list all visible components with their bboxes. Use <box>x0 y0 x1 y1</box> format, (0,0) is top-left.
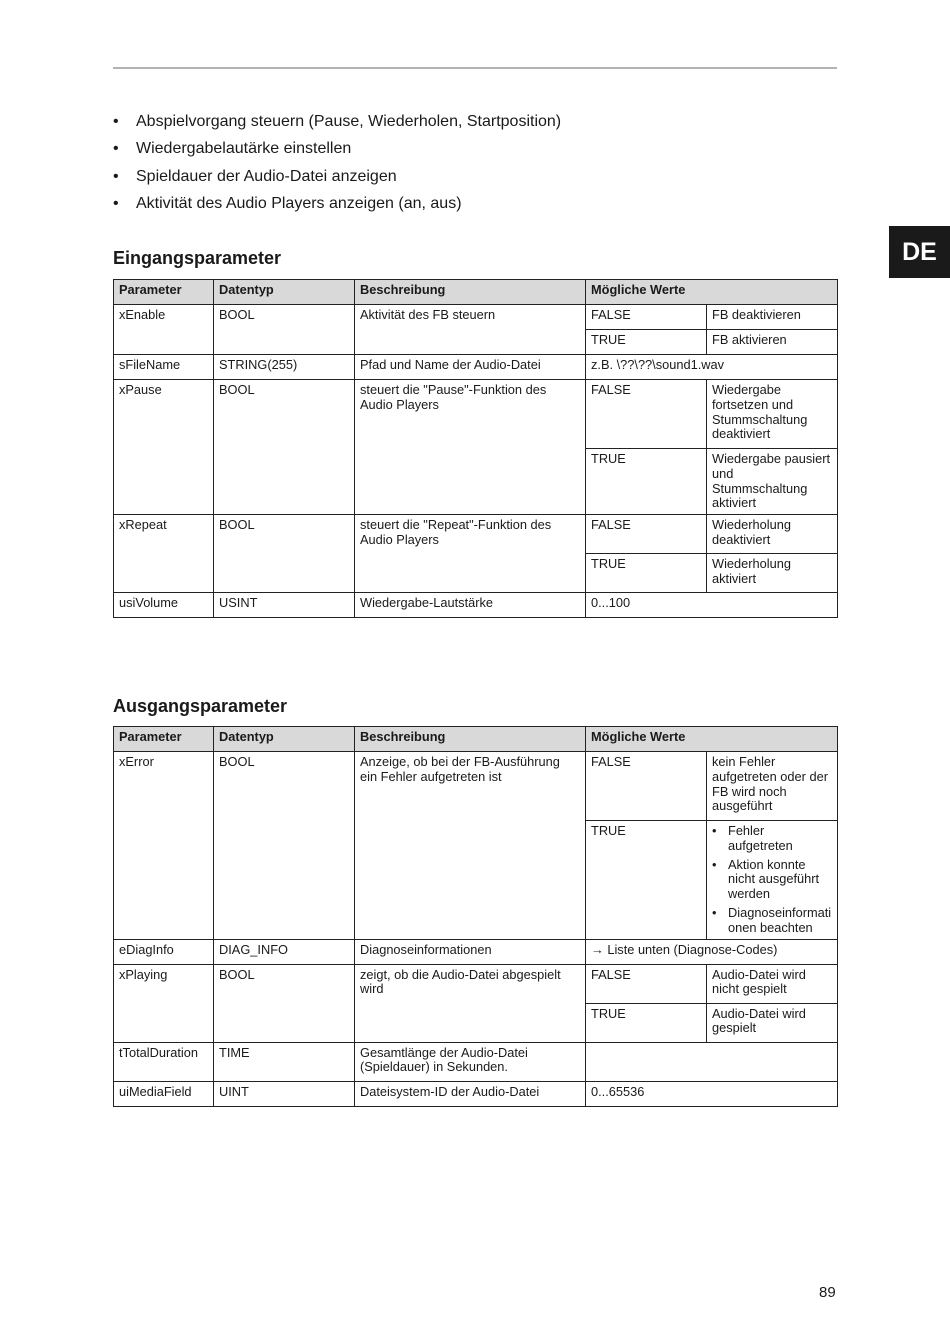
column-header: Mögliche Werte <box>586 727 838 752</box>
error-meaning-list <box>712 824 832 936</box>
meaning-cell: Wiedergabe fortsetzen und Stummschaltung deaktiviert <box>707 380 838 449</box>
type-cell: TIME <box>214 1042 355 1081</box>
bullet-icon: • <box>113 167 119 185</box>
column-header: Parameter <box>114 280 214 305</box>
feature-list <box>113 111 561 220</box>
meaning-cell: Audio-Datei wird nicht gespielt <box>707 964 838 1003</box>
meaning-cell: FB deaktivieren <box>707 305 838 330</box>
param-cell: xPlaying <box>114 964 214 1042</box>
type-cell: UINT <box>214 1081 355 1106</box>
param-cell: sFileName <box>114 355 214 380</box>
bullet-icon: • <box>712 823 717 838</box>
value-cell: → Liste unten (Diagnose-Codes) <box>586 939 838 964</box>
bullet-icon: • <box>113 194 119 212</box>
value-cell <box>586 1042 838 1081</box>
value-cell: 0...65536 <box>586 1081 838 1106</box>
value-cell: TRUE <box>586 330 707 355</box>
param-cell: tTotalDuration <box>114 1042 214 1081</box>
table-row <box>114 752 838 821</box>
output-section-title: Ausgangsparameter <box>113 696 288 716</box>
bullet-icon: • <box>113 113 119 130</box>
column-header: Datentyp <box>214 280 355 305</box>
list-item: • Wiedergabelautärke einstellen <box>113 138 561 165</box>
list-item: • Fehler aufgetreten <box>712 823 793 853</box>
param-cell: eDiagInfo <box>114 939 214 964</box>
column-header: Beschreibung <box>355 280 586 305</box>
meaning-cell <box>707 821 838 940</box>
type-cell: BOOL <box>214 752 355 940</box>
table-row <box>114 1042 838 1081</box>
language-tab: DE <box>889 226 950 278</box>
list-item: • Abspielvorgang steuern (Pause, Wiederholen, Startposition) <box>113 111 561 138</box>
table-row <box>114 380 838 449</box>
value-cell: TRUE <box>586 1003 707 1042</box>
page-number: 89 <box>819 1284 836 1301</box>
column-header: Mögliche Werte <box>586 280 838 305</box>
desc-cell: steuert die "Repeat"-Funktion des Audio Players <box>355 515 586 593</box>
type-cell: BOOL <box>214 515 355 593</box>
table-header-row <box>114 727 838 752</box>
input-section-title: Eingangsparameter <box>113 248 282 268</box>
table-row <box>114 1081 838 1106</box>
bullet-icon: • <box>113 140 119 158</box>
meaning-cell: FB aktivieren <box>707 330 838 355</box>
list-item: • Aktion konnte nicht ausgeführt werden <box>712 856 820 902</box>
desc-cell: Aktivität des FB steuern <box>355 305 586 355</box>
param-cell: uiMediaField <box>114 1081 214 1106</box>
table-row <box>114 355 838 380</box>
desc-cell: Pfad und Name der Audio-Datei <box>355 355 586 380</box>
meaning-cell: Wiederholung aktiviert <box>707 554 838 593</box>
meaning-cell: kein Fehler aufgetreten oder der FB wird noch ausgeführt <box>707 752 838 821</box>
input-parameters-table <box>113 279 838 618</box>
bullet-icon: • <box>712 904 717 920</box>
value-cell: FALSE <box>586 380 707 449</box>
value-cell: FALSE <box>586 752 707 821</box>
list-item: • Aktivität des Audio Players anzeigen (an, aus) <box>113 193 561 220</box>
value-cell: FALSE <box>586 305 707 330</box>
value-cell: TRUE <box>586 449 707 515</box>
desc-cell: Gesamtlänge der Audio-Datei (Spieldauer) in Sekunden. <box>355 1042 586 1081</box>
type-cell: STRING(255) <box>214 355 355 380</box>
type-cell: USINT <box>214 593 355 618</box>
param-cell: xError <box>114 752 214 940</box>
meaning-cell: Wiederholung deaktiviert <box>707 515 838 554</box>
value-cell: TRUE <box>586 554 707 593</box>
param-cell: usiVolume <box>114 593 214 618</box>
header-rule <box>113 67 837 69</box>
table-row <box>114 964 838 1003</box>
type-cell: BOOL <box>214 380 355 515</box>
table-row <box>114 593 838 618</box>
table-row <box>114 939 838 964</box>
desc-cell: Diagnoseinformationen <box>355 939 586 964</box>
column-header: Parameter <box>114 727 214 752</box>
output-parameters-table <box>113 726 838 1107</box>
param-cell: xPause <box>114 380 214 515</box>
type-cell: BOOL <box>214 964 355 1042</box>
param-cell: xRepeat <box>114 515 214 593</box>
bullet-icon: • <box>712 856 717 872</box>
column-header: Beschreibung <box>355 727 586 752</box>
value-cell: z.B. \??\??\sound1.wav <box>586 355 838 380</box>
list-item: • Spieldauer der Audio-Datei anzeigen <box>113 166 561 193</box>
table-row <box>114 515 838 554</box>
meaning-cell: Wiedergabe pausiert und Stummschaltung aktiviert <box>707 449 838 515</box>
value-cell: 0...100 <box>586 593 838 618</box>
column-header: Datentyp <box>214 727 355 752</box>
type-cell: DIAG_INFO <box>214 939 355 964</box>
desc-cell: Anzeige, ob bei der FB-Ausführung ein Fehler aufgetreten ist <box>355 752 586 940</box>
table-row <box>114 305 838 330</box>
value-cell: FALSE <box>586 515 707 554</box>
desc-cell: Wiedergabe-Lautstärke <box>355 593 586 618</box>
list-item: • Diagnoseinformationen beachten <box>712 904 832 935</box>
desc-cell: Dateisystem-ID der Audio-Datei <box>355 1081 586 1106</box>
type-cell: BOOL <box>214 305 355 355</box>
meaning-cell: Audio-Datei wird gespielt <box>707 1003 838 1042</box>
value-cell: TRUE <box>586 821 707 940</box>
table-header-row <box>114 280 838 305</box>
desc-cell: steuert die "Pause"-Funktion des Audio Players <box>355 380 586 515</box>
param-cell: xEnable <box>114 305 214 355</box>
desc-cell: zeigt, ob die Audio-Datei abgespielt wird <box>355 964 586 1042</box>
value-cell: FALSE <box>586 964 707 1003</box>
